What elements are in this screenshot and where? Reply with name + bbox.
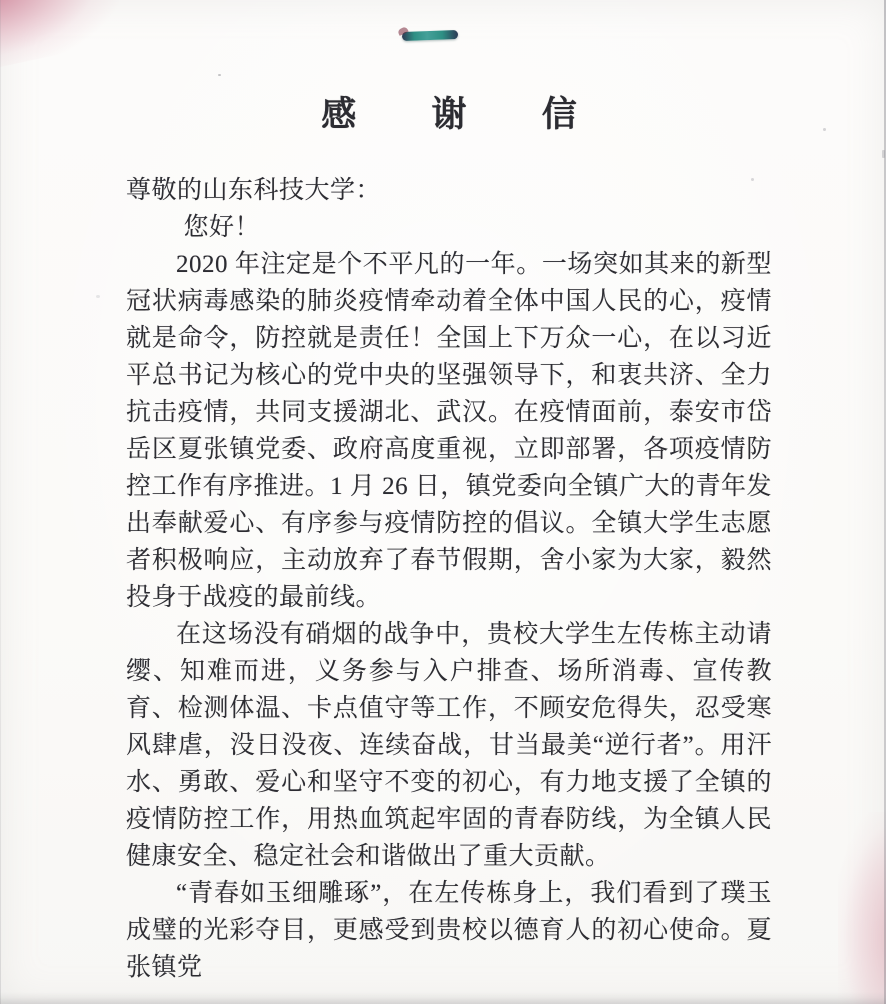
scan-left-edge-line: [0, 0, 1, 1004]
letter-paragraph: 2020 年注定是个不平凡的一年。一场突如其来的新型冠状病毒感染的肺炎疫情牵动着全体中国人民的心，疫情就是命令，防控就是责任！全国上下万众一心，在以习近平总书记为核心的党中央的坚强领导下，和衷共济、全力抗击疫情，共同支援湖北、武汉。在疫情面前，泰安市岱岳区夏张镇党委、政府高度重视，立即部署，各项疫情防控工作有序推进。1 月 26 日，镇党委向全镇广大的青年发出奉献爱心、有序参与疫情防控的倡议。全镇大学生志愿者积极响应，主动放弃了春节假期，舍小家为大家，毅然投身于战疫的最前线。: [126, 251, 772, 611]
letter-body: [126, 246, 772, 986]
scan-speck: [218, 74, 221, 76]
scan-speck: [96, 295, 100, 298]
letter-paragraph: 在这场没有硝烟的战争中，贵校大学生左传栋主动请缨、知难而进，义务参与入户排查、场所消毒、宣传教育、检测体温、卡点值守等工作，不顾安危得失，忍受寒风肆虐，没日没夜、连续奋战，甘当最美“逆行者”。用汗水、勇敢、爱心和坚守不变的初心，有力地支援了全镇的疫情防控工作，用热血筑起牢固的青春防线，为全镇人民健康安全、稳定社会和谐做出了重大贡献。: [126, 621, 772, 870]
letter-salutation: 尊敬的山东科技大学：: [126, 177, 382, 204]
scan-speck: [882, 150, 885, 158]
letter-paragraph: “青春如玉细雕琢”，在左传栋身上，我们看到了璞玉成璧的光彩夺目，更感受到贵校以德育人的初心使命。夏张镇党: [126, 880, 772, 981]
scan-bottom-noise-band: [0, 992, 886, 1004]
scan-speck: [823, 128, 826, 131]
scan-smudge-top-left: [0, 0, 129, 71]
scan-teal-mark: [402, 30, 458, 41]
letter-title: 感 谢 信: [321, 95, 610, 134]
letter-greeting: 您好！: [183, 214, 261, 241]
letter-content: [126, 94, 772, 986]
scan-smudge-bottom-right: [838, 812, 886, 1004]
